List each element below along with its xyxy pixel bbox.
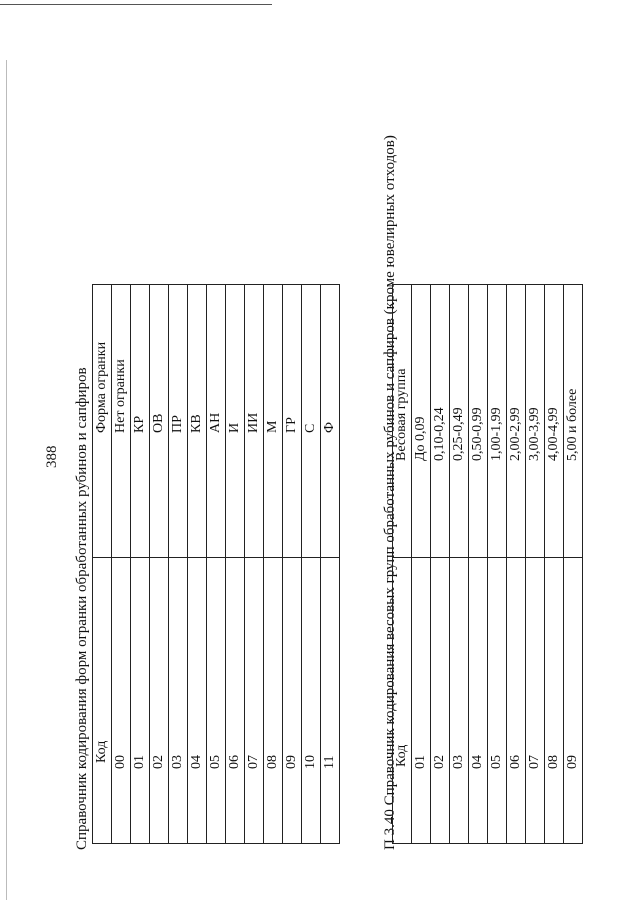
cell-code: 11 <box>321 558 340 844</box>
table-row <box>283 285 302 844</box>
cell-value: Нет огранки <box>112 285 131 558</box>
table-row <box>131 285 150 844</box>
cell-value: ПР <box>169 285 188 558</box>
cell-code: 08 <box>264 558 283 844</box>
table1-title: Справочник кодирования форм огранки обработанных рубинов и сапфиров <box>74 367 90 850</box>
cell-code: 01 <box>131 558 150 844</box>
table2-title: П 3.40 Справочник кодирования весовых групп обработанных рубинов и сапфиров (кроме ювелирных отходов) <box>382 135 398 850</box>
table-row <box>507 285 526 844</box>
cell-code: 05 <box>488 558 507 844</box>
table-row <box>150 285 169 844</box>
page-number: 388 <box>44 445 60 468</box>
cell-value: 3,00-3,99 <box>526 285 545 558</box>
cell-value: КР <box>131 285 150 558</box>
table-row <box>488 285 507 844</box>
header-code: Код <box>93 558 112 844</box>
cell-value: 1,00-1,99 <box>488 285 507 558</box>
table-row <box>469 285 488 844</box>
table-row <box>564 285 583 844</box>
table-row <box>226 285 245 844</box>
cell-value: 5,00 и более <box>564 285 583 558</box>
header-weight-group: Весовая группа <box>393 285 412 558</box>
cell-value: 0,25-0,49 <box>450 285 469 558</box>
rotated-page <box>44 20 612 880</box>
cell-code: 04 <box>188 558 207 844</box>
table-row <box>169 285 188 844</box>
header-cut-shape: Форма огранки <box>93 285 112 558</box>
table-row <box>450 285 469 844</box>
cell-value: 0,10-0,24 <box>431 285 450 558</box>
cell-value: 2,00-2,99 <box>507 285 526 558</box>
cell-code: 04 <box>469 558 488 844</box>
cell-value: 0,50-0,99 <box>469 285 488 558</box>
table-header-row <box>93 285 112 844</box>
cell-value: До 0,09 <box>412 285 431 558</box>
table-row <box>245 285 264 844</box>
cell-value: ОВ <box>150 285 169 558</box>
cut-shape-table <box>92 284 340 844</box>
cell-code: 06 <box>226 558 245 844</box>
weight-group-table <box>392 284 583 844</box>
table-row <box>431 285 450 844</box>
cell-value: И <box>226 285 245 558</box>
top-rule <box>0 4 272 5</box>
cell-value: ИИ <box>245 285 264 558</box>
cell-code: 10 <box>302 558 321 844</box>
table-row <box>207 285 226 844</box>
cell-code: 03 <box>169 558 188 844</box>
table-row <box>545 285 564 844</box>
table-row <box>188 285 207 844</box>
cell-value: М <box>264 285 283 558</box>
table-row <box>526 285 545 844</box>
cell-code: 03 <box>450 558 469 844</box>
cell-code: 06 <box>507 558 526 844</box>
cell-code: 09 <box>283 558 302 844</box>
cell-value: АН <box>207 285 226 558</box>
cell-code: 07 <box>526 558 545 844</box>
table-row <box>112 285 131 844</box>
cell-code: 07 <box>245 558 264 844</box>
cell-code: 01 <box>412 558 431 844</box>
cell-value: ГР <box>283 285 302 558</box>
cell-code: 00 <box>112 558 131 844</box>
table-row <box>412 285 431 844</box>
cell-value: Ф <box>321 285 340 558</box>
table-row <box>321 285 340 844</box>
header-code: Код <box>393 558 412 844</box>
table-row <box>302 285 321 844</box>
cell-code: 02 <box>431 558 450 844</box>
cell-value: С <box>302 285 321 558</box>
cell-code: 05 <box>207 558 226 844</box>
cell-code: 02 <box>150 558 169 844</box>
left-margin-line <box>6 60 7 900</box>
cell-value: КВ <box>188 285 207 558</box>
cell-code: 08 <box>545 558 564 844</box>
table-header-row <box>393 285 412 844</box>
table-row <box>264 285 283 844</box>
cell-value: 4,00-4,99 <box>545 285 564 558</box>
cell-code: 09 <box>564 558 583 844</box>
